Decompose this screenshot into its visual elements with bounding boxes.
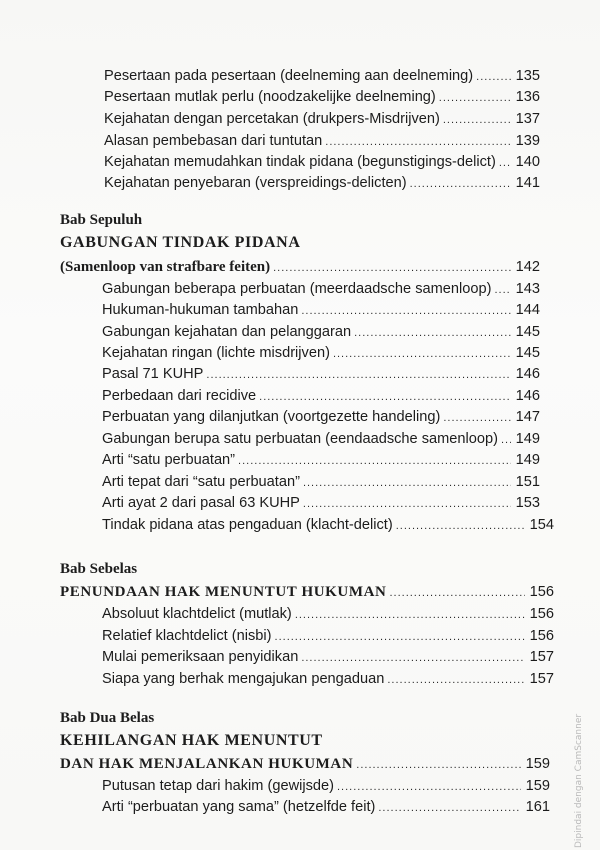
toc-entry-title: Pesertaan mutlak perlu (noodzakelijke deelneming): [104, 89, 436, 105]
toc-entry-page: 159: [525, 778, 550, 794]
chapter-title[interactable]: GABUNGAN TINDAK PIDANA: [60, 234, 301, 251]
toc-entry-page: 143: [515, 281, 540, 297]
toc-entry-title: Pasal 71 KUHP: [102, 366, 204, 382]
toc-entry-page: 144: [515, 302, 540, 318]
toc-entry-title: Kejahatan dengan percetakan (drukpers-Misdrijven): [104, 111, 440, 127]
chapter-title-entry[interactable]: [60, 754, 550, 775]
toc-entry-title: Perbedaan dari recidive: [102, 388, 257, 404]
toc-entry-title: Putusan tetap dari hakim (gewijsde): [102, 778, 334, 794]
dot-leader: [356, 755, 521, 775]
toc-entry-title: Tindak pidana atas pengaduan (klacht-delict): [102, 517, 393, 533]
toc-entry[interactable]: [102, 493, 540, 514]
dot-leader: [303, 473, 511, 493]
toc-entry-title: Arti ayat 2 dari pasal 63 KUHP: [102, 495, 300, 511]
toc-entry-title: Gabungan berupa satu perbuatan (eendaadsche samenloop): [102, 431, 498, 447]
dot-leader: [378, 798, 521, 818]
chapter-title: PENUNDAAN HAK MENUNTUT HUKUMAN: [60, 584, 387, 600]
toc-entry[interactable]: [102, 472, 540, 493]
toc-entry[interactable]: [102, 279, 540, 300]
chapter-title[interactable]: KEHILANGAN HAK MENUNTUT: [60, 732, 323, 749]
dot-leader: [275, 627, 525, 647]
dot-leader: [273, 258, 511, 278]
scanner-watermark: Dipindai dengan CamScanner: [574, 713, 584, 848]
toc-entry[interactable]: [104, 87, 540, 108]
toc-entry-title: Relatief klachtdelict (nisbi): [102, 628, 272, 644]
toc-entry[interactable]: [104, 152, 540, 173]
toc-entry[interactable]: [104, 173, 540, 194]
toc-entry[interactable]: [102, 343, 540, 364]
dot-leader: [238, 451, 511, 471]
toc-entry[interactable]: [102, 647, 554, 668]
toc-entry[interactable]: [102, 300, 540, 321]
chapter-label: Bab Dua Belas: [60, 710, 155, 726]
dot-leader: [396, 516, 525, 536]
dot-leader: [325, 132, 511, 152]
toc-entry-page: 145: [515, 345, 540, 361]
toc-entry[interactable]: [102, 429, 540, 450]
toc-entry-page: 151: [515, 474, 540, 490]
chapter-title-line2: DAN HAK MENJALANKAN HUKUMAN: [60, 756, 354, 772]
toc-entry-page: 136: [515, 89, 540, 105]
dot-leader: [499, 153, 511, 173]
chapter-label: Bab Sepuluh: [60, 212, 143, 228]
toc-entry[interactable]: [102, 386, 540, 407]
toc-entry-page: 157: [529, 649, 554, 665]
dot-leader: [259, 387, 511, 407]
toc-entry-page: 159: [525, 756, 550, 772]
dot-leader: [476, 67, 511, 87]
dot-leader: [295, 605, 525, 625]
toc-entry-page: 161: [525, 799, 550, 815]
toc-entry-page: 156: [529, 584, 554, 600]
toc-entry-title: Mulai pemeriksaan penyidikan: [102, 649, 299, 665]
toc-entry-title: Kejahatan memudahkan tindak pidana (begunstigings-delict): [104, 154, 496, 170]
toc-entry-title: Absoluut klachtdelict (mutlak): [102, 606, 292, 622]
dot-leader: [354, 323, 511, 343]
toc-entry-title: Arti “satu perbuatan”: [102, 452, 236, 468]
toc-entry-title: Perbuatan yang dilanjutkan (voortgezette handeling): [102, 409, 441, 425]
toc-entry[interactable]: [102, 669, 554, 690]
toc-entry[interactable]: [102, 776, 550, 797]
toc-entry-page: 146: [515, 366, 540, 382]
toc-entry-page: 154: [529, 517, 554, 533]
toc-entry-page: 142: [515, 259, 540, 275]
dot-leader: [494, 280, 511, 300]
toc-entry-page: 156: [529, 628, 554, 644]
dot-leader: [443, 408, 511, 428]
toc-entry[interactable]: [102, 626, 554, 647]
toc-entry-title: Alasan pembebasan dari tuntutan: [104, 133, 323, 149]
toc-entry-page: 149: [515, 431, 540, 447]
toc-entry-title: Gabungan beberapa perbuatan (meerdaadsche samenloop): [102, 281, 492, 297]
chapter-title-entry[interactable]: [60, 582, 554, 603]
dot-leader: [443, 110, 511, 130]
dot-leader: [389, 583, 525, 603]
toc-entry[interactable]: [104, 131, 540, 152]
toc-entry[interactable]: [102, 407, 540, 428]
toc-entry-page: 137: [515, 111, 540, 127]
toc-entry[interactable]: [104, 109, 540, 130]
toc-entry[interactable]: [102, 322, 540, 343]
dot-leader: [333, 344, 511, 364]
toc-entry-page: 153: [515, 495, 540, 511]
toc-entry-page: 135: [515, 68, 540, 84]
dot-leader: [387, 670, 525, 690]
toc-entry[interactable]: [102, 450, 540, 471]
toc-entry-title: Gabungan kejahatan dan pelanggaran: [102, 324, 352, 340]
toc-entry-page: 139: [515, 133, 540, 149]
chapter-subtitle-entry[interactable]: [60, 257, 540, 278]
toc-entry-title: Arti tepat dari “satu perbuatan”: [102, 474, 300, 490]
toc-entry[interactable]: [102, 604, 554, 625]
dot-leader: [439, 88, 511, 108]
toc-entry-page: 149: [515, 452, 540, 468]
toc-entry-title: Pesertaan pada pesertaan (deelneming aan deelneming): [104, 68, 474, 84]
dot-leader: [303, 494, 511, 514]
toc-entry[interactable]: [104, 66, 540, 87]
toc-entry-title: Siapa yang berhak mengajukan pengaduan: [102, 671, 385, 687]
dot-leader: [501, 430, 511, 450]
dot-leader: [337, 777, 521, 797]
toc-entry-title: Hukuman-hukuman tambahan: [102, 302, 299, 318]
toc-entry-page: 145: [515, 324, 540, 340]
toc-entry-title: Kejahatan ringan (lichte misdrijven): [102, 345, 330, 361]
toc-entry-page: 157: [529, 671, 554, 687]
toc-entry-page: 141: [515, 175, 540, 191]
dot-leader: [301, 301, 511, 321]
toc-entry-page: 147: [515, 409, 540, 425]
toc-entry-page: 140: [515, 154, 540, 170]
toc-entry-page: 156: [529, 606, 554, 622]
toc-entry-title: Arti “perbuatan yang sama” (hetzelfde feit): [102, 799, 376, 815]
chapter-subtitle: (Samenloop van strafbare feiten): [60, 259, 271, 275]
toc-entry-title: Kejahatan penyebaran (verspreidings-delicten): [104, 175, 407, 191]
dot-leader: [206, 365, 511, 385]
toc-entry[interactable]: [102, 515, 554, 536]
toc-entry-page: 146: [515, 388, 540, 404]
toc-entry[interactable]: [102, 797, 550, 818]
toc-entry[interactable]: [102, 364, 540, 385]
dot-leader: [301, 648, 525, 668]
dot-leader: [410, 174, 511, 194]
chapter-label: Bab Sebelas: [60, 561, 138, 577]
